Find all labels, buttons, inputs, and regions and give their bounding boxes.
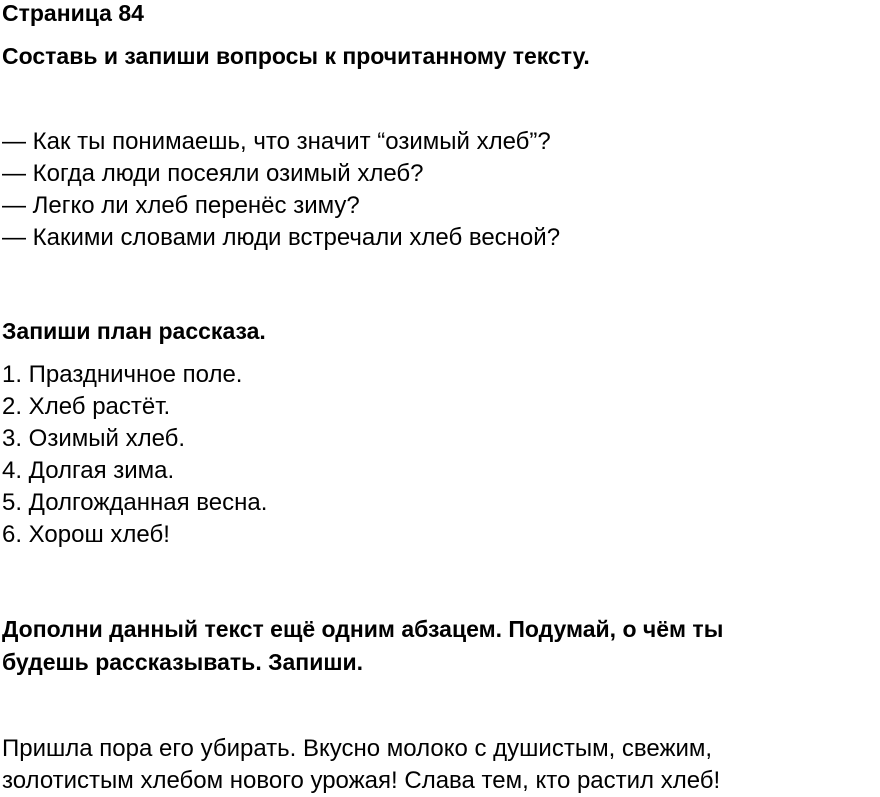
question-item: — Когда люди посеяли озимый хлеб? [2, 160, 424, 187]
plan-item: 1. Праздничное поле. [2, 361, 243, 388]
question-item: — Какими словами люди встречали хлеб весной? [2, 224, 561, 251]
question-item: — Как ты понимаешь, что значит “озимый хлеб”? [2, 128, 551, 155]
question-item: — Легко ли хлеб перенёс зиму? [2, 192, 360, 219]
answer-line: золотистым хлебом нового урожая! Слава тем, кто растил хлеб! [2, 767, 721, 794]
plan-item: 6. Хорош хлеб! [2, 521, 170, 548]
plan-item: 4. Долгая зима. [2, 457, 175, 484]
task2-heading: Запиши план рассказа. [2, 318, 266, 344]
page-title: Страница 84 [2, 0, 144, 26]
task3-heading-line: Дополни данный текст ещё одним абзацем. Подумай, о чём ты [2, 616, 724, 642]
answer-line: Пришла пора его убирать. Вкусно молоко с душистым, свежим, [2, 735, 713, 762]
plan-item: 2. Хлеб растёт. [2, 393, 171, 420]
task3-heading-line: будешь рассказывать. Запиши. [2, 649, 364, 675]
plan-item: 3. Озимый хлеб. [2, 425, 186, 452]
task1-heading: Составь и запиши вопросы к прочитанному тексту. [2, 43, 590, 69]
plan-item: 5. Долгожданная весна. [2, 489, 268, 516]
